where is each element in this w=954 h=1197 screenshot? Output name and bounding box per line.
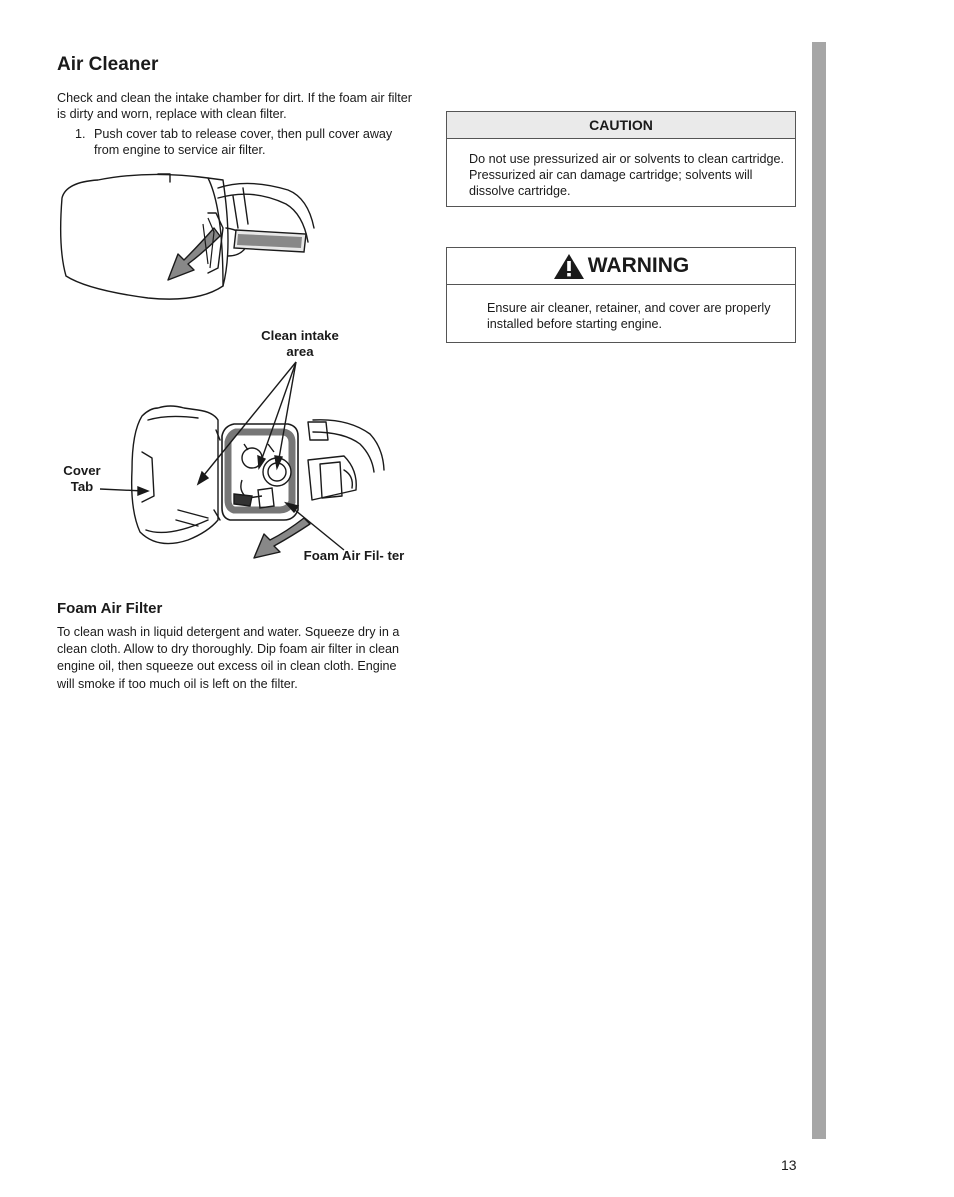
step-number: 1. — [75, 127, 86, 141]
caution-box — [446, 111, 796, 207]
step-text: Push cover tab to release cover, then pull cover away from engine to service air filter. — [94, 127, 393, 157]
warning-header — [447, 248, 795, 285]
caution-title: CAUTION — [447, 112, 795, 139]
cover-removal-illustration — [58, 168, 320, 308]
page-number: 13 — [781, 1157, 797, 1173]
warning-box — [446, 247, 796, 343]
subsection-title: Foam Air Filter — [57, 600, 163, 617]
section-intro: Check and clean the intake chamber for dirt. If the foam air filter is dirty and worn, replace with clean filter. — [57, 91, 412, 121]
subsection-text: To clean wash in liquid detergent and water. Squeeze dry in a clean cloth. Allow to dry thoroughly. Dip foam air filter in clean engine oil, then squeeze out excess oil in clean cloth. Engine will smoke if too much oil is left on the filter. — [57, 625, 400, 691]
cover-tab-label: Cover Tab — [63, 463, 101, 494]
caution-text: Do not use pressurized air or solvents to clean cartridge. Pressurized air can damage cartridge; solvents will dissolve cartridge. — [469, 152, 784, 198]
clean-intake-label: Clean intake area — [261, 328, 339, 359]
section-title: Air Cleaner — [57, 54, 159, 75]
foam-filter-label: Foam Air Fil- ter — [303, 548, 405, 563]
page-side-bar — [812, 42, 826, 1139]
warning-title: WARNING — [587, 254, 690, 277]
intake-area-illustration — [58, 360, 398, 560]
warning-text: Ensure air cleaner, retainer, and cover are properly installed before starting engine. — [487, 301, 771, 331]
warning-triangle-icon — [553, 253, 585, 280]
